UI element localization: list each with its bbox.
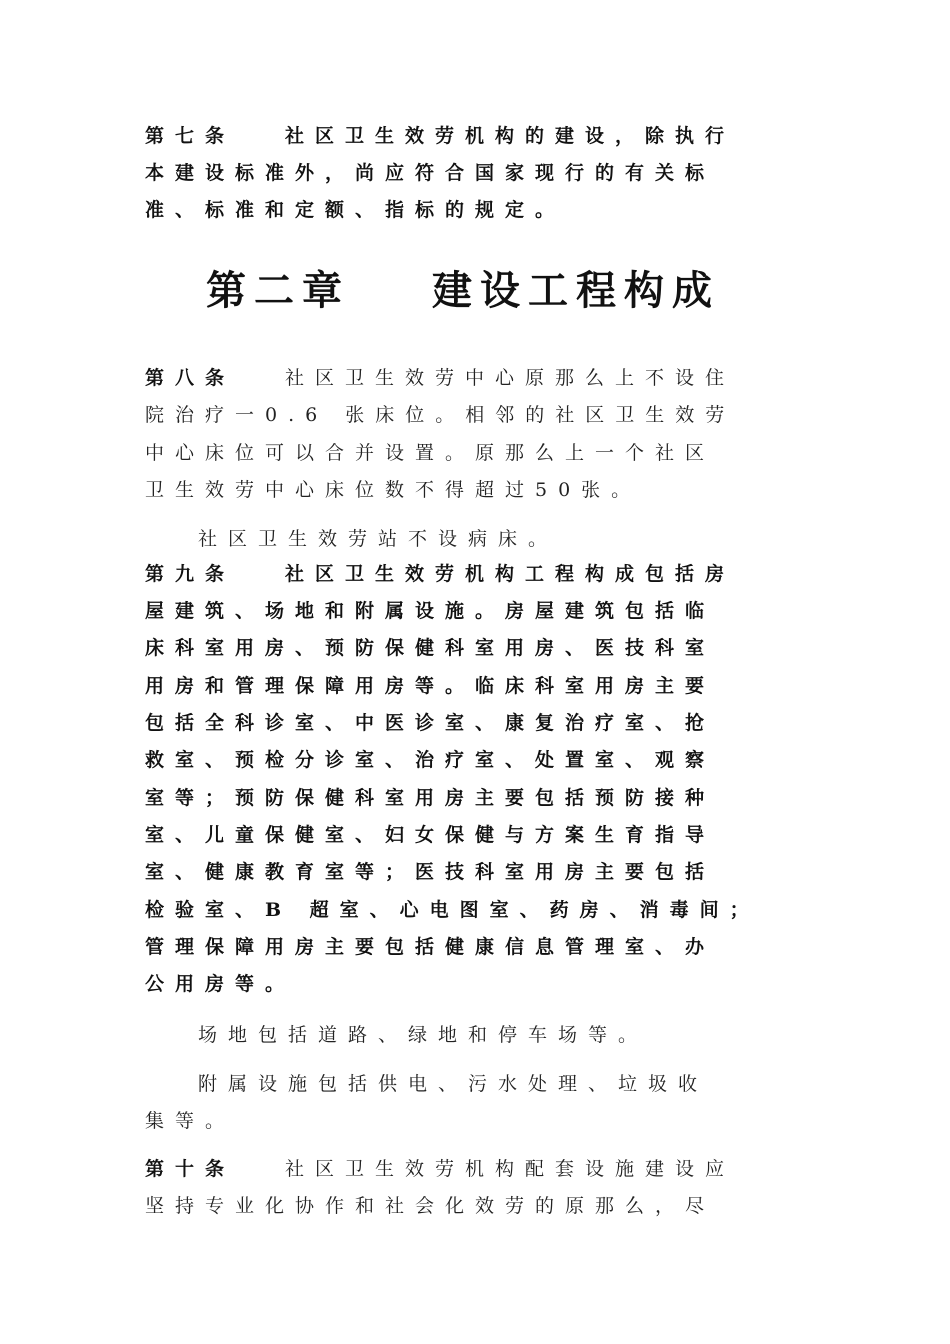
article9-line-2: 屋建筑、场地和附属设施。房屋建筑包括临 bbox=[145, 600, 716, 622]
article9-line-11: 管理保障用房主要包括健康信息管理室、办 bbox=[145, 936, 716, 958]
article9-line-7: 室等；预防保健科室用房主要包括预防接种 bbox=[145, 787, 716, 809]
article7-text-1: 社区卫生效劳机构的建设，除执行 bbox=[285, 125, 736, 147]
article9-line-6: 救室、预检分诊室、治疗室、处置室、观察 bbox=[145, 749, 716, 771]
article8-line-1 bbox=[145, 366, 735, 390]
article10-line-2: 坚持专业化协作和社会化效劳的原那么，尽 bbox=[145, 1195, 716, 1217]
article9-text-1: 社区卫生效劳机构工程构成包括房 bbox=[285, 563, 736, 585]
article9-line-9: 室、健康教育室等；医技科室用房主要包括 bbox=[145, 861, 716, 883]
article8-line-2: 院治疗一0.6 张床位。相邻的社区卫生效劳 bbox=[145, 404, 736, 426]
article9-label: 第九条 bbox=[145, 563, 236, 585]
article8-text-1: 社区卫生效劳中心原那么上不设住 bbox=[285, 367, 736, 389]
article10-text-1: 社区卫生效劳机构配套设施建设应 bbox=[285, 1158, 736, 1180]
article10-line-1 bbox=[145, 1157, 735, 1181]
article10-label: 第十条 bbox=[145, 1158, 236, 1180]
article7-label: 第七条 bbox=[145, 125, 236, 147]
article7-line-3: 准、标准和定额、指标的规定。 bbox=[145, 199, 566, 221]
article8-paragraph-2: 社区卫生效劳站不设病床。 bbox=[198, 528, 559, 550]
chapter-number: 第二章 bbox=[206, 268, 350, 314]
article9-line-3: 床科室用房、预防保健科室用房、医技科室 bbox=[145, 637, 716, 659]
article9-paragraph-3-line-1: 附属设施包括供电、污水处理、垃圾收 bbox=[198, 1073, 709, 1095]
article9-line-10: 检验室、B 超室、心电图室、药房、消毒间； bbox=[145, 899, 760, 921]
article9-line-1 bbox=[145, 562, 735, 586]
article9-paragraph-2: 场地包括道路、绿地和停车场等。 bbox=[198, 1024, 649, 1046]
article9-line-4: 用房和管理保障用房等。临床科室用房主要 bbox=[145, 675, 716, 697]
article8-line-3: 中心床位可以合并设置。原那么上一个社区 bbox=[145, 442, 716, 464]
article9-line-8: 室、儿童保健室、妇女保健与方案生育指导 bbox=[145, 824, 716, 846]
chapter-title: 建设工程构成 bbox=[432, 268, 720, 314]
article9-line-5: 包括全科诊室、中医诊室、康复治疗室、抢 bbox=[145, 712, 716, 734]
article8-line-4: 卫生效劳中心床位数不得超过50张。 bbox=[145, 479, 642, 501]
article8-label: 第八条 bbox=[145, 367, 236, 389]
chapter-heading bbox=[206, 265, 720, 317]
article7-line-1 bbox=[145, 124, 735, 148]
article9-paragraph-3-line-2: 集等。 bbox=[145, 1110, 236, 1132]
article9-line-12: 公用房等。 bbox=[145, 973, 296, 995]
article7-line-2: 本建设标准外，尚应符合国家现行的有关标 bbox=[145, 162, 716, 184]
